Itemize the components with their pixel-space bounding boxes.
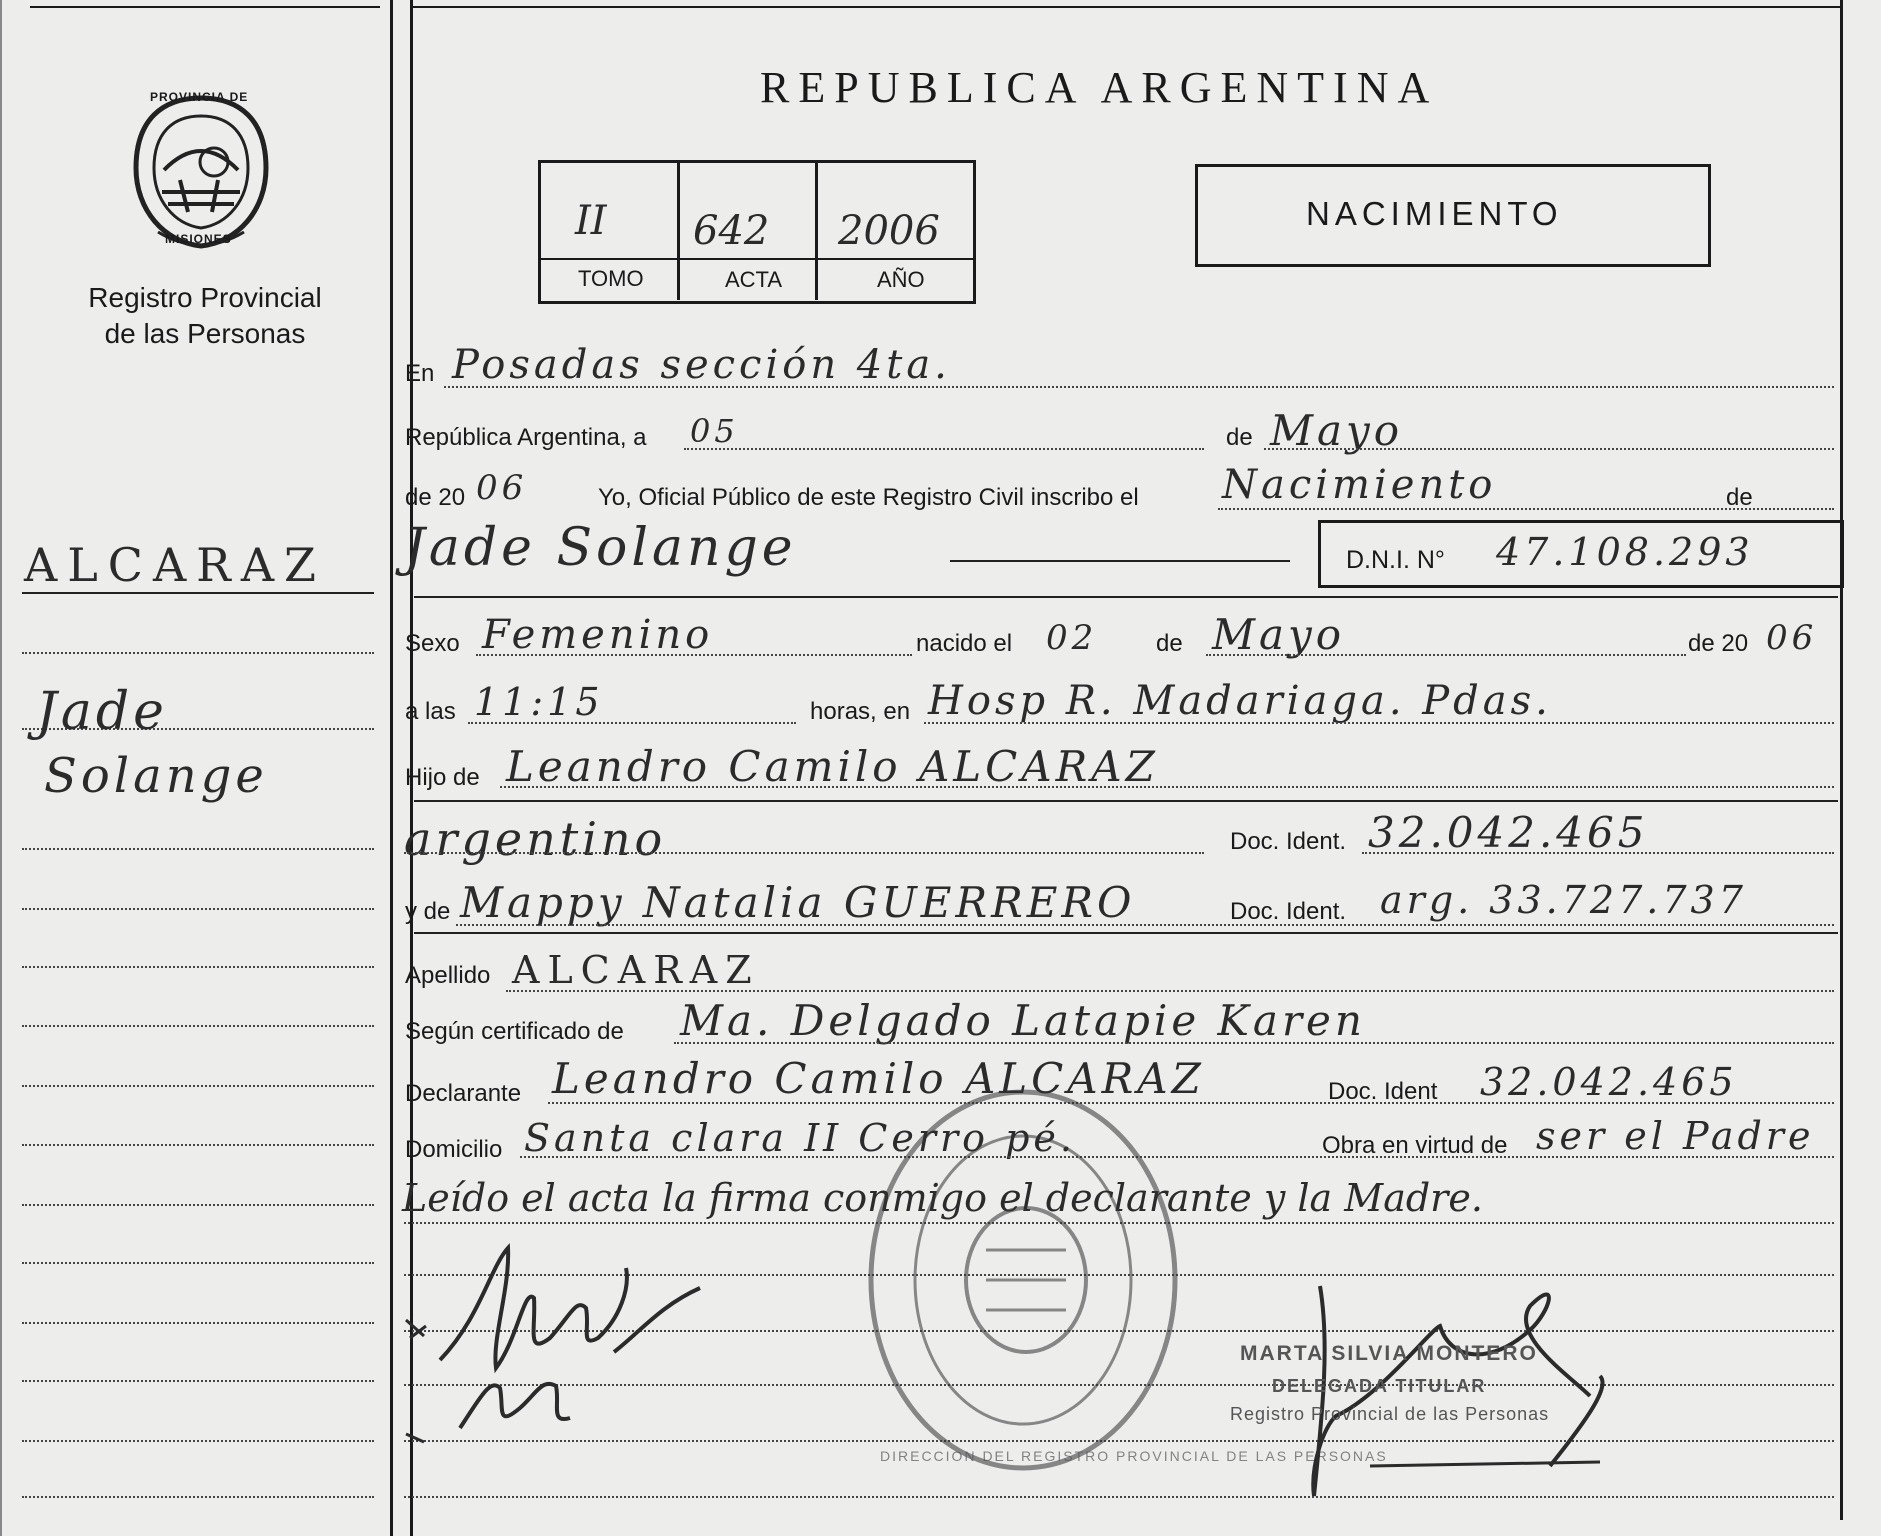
nacido-day: 02	[1046, 618, 1098, 658]
father-doc-label: Doc. Ident.	[1230, 828, 1347, 855]
en-label: En	[405, 360, 435, 387]
margin-surname: ALCARAZ	[24, 538, 326, 592]
margin-line-12	[22, 1322, 374, 1324]
segun-label: Según certificado de	[405, 1018, 624, 1045]
registry-name-line1: Registro Provincial	[88, 282, 322, 313]
margin-given-1: Jade	[36, 682, 168, 742]
margin-given-2: Solange	[44, 748, 268, 804]
inscribo-de-label: de	[1726, 484, 1753, 511]
declarante-line	[548, 1102, 1834, 1104]
mother-value: Mappy Natalia GUERRERO	[460, 878, 1136, 927]
document-title: REPUBLICA ARGENTINA	[760, 63, 1439, 112]
republica-label: República Argentina, a	[405, 424, 647, 451]
official-org: Registro Provincial de las Personas	[1230, 1404, 1550, 1424]
misiones-seal-icon	[128, 92, 274, 252]
margin-line-15	[22, 1496, 374, 1498]
official-round-stamp	[858, 1080, 1188, 1480]
tomo-label: TOMO	[578, 266, 644, 291]
father-value: Leandro Camilo ALCARAZ	[506, 742, 1159, 791]
nationality-line	[404, 852, 1204, 854]
hour-line	[468, 722, 796, 724]
domicilio-label: Domicilio	[405, 1136, 503, 1163]
leido-value: Leído el acta la firma conmigo el declarante y la Madre.	[402, 1176, 1483, 1220]
margin-line-2	[22, 652, 374, 654]
seal-top-text: PROVINCIA DE	[150, 90, 249, 104]
margin-line-11	[22, 1262, 374, 1264]
father-doc-line	[1362, 852, 1834, 854]
apellido-value: ALCARAZ	[512, 948, 760, 992]
registry-name-line2: de las Personas	[104, 318, 306, 349]
inscribo-line	[1218, 508, 1834, 510]
declarante-value: Leandro Camilo ALCARAZ	[552, 1054, 1205, 1103]
yde-label: y de	[405, 898, 451, 925]
official-role: DELEGADA TITULAR	[1272, 1376, 1487, 1396]
hijo-label: Hijo de	[405, 764, 480, 791]
seal-bottom-text: MISIONES	[165, 232, 232, 246]
mother-rule	[414, 932, 1838, 934]
nacido-year: 06	[1766, 618, 1818, 658]
left-column-top-line	[30, 6, 380, 8]
form-right-border	[1840, 0, 1843, 1520]
mother-line	[456, 924, 1834, 926]
acta-value: 642	[693, 208, 770, 254]
record-type-label: NACIMIENTO	[1306, 195, 1563, 232]
segun-line	[674, 1042, 1834, 1044]
margin-line-8	[22, 1085, 374, 1087]
left-column-right-border	[390, 0, 393, 1536]
month-value: Mayo	[1270, 406, 1404, 455]
horas-label: horas, en	[810, 698, 911, 725]
margin-line-5	[22, 908, 374, 910]
anio-label: AÑO	[877, 267, 925, 292]
nacido-year-label: de 20	[1688, 630, 1749, 657]
sexo-label: Sexo	[405, 630, 460, 657]
acta-label: ACTA	[725, 267, 783, 292]
father-nationality: argentino	[404, 812, 667, 866]
sexo-value: Femenino	[482, 612, 714, 658]
margin-line-10	[22, 1204, 374, 1206]
declarant-signature	[400, 1228, 720, 1458]
month-de-label: de	[1226, 424, 1253, 451]
section-divider	[414, 596, 1838, 598]
domicilio-value: Santa clara II Cerro pé.	[524, 1116, 1076, 1160]
mother-doc-label: Doc. Ident.	[1230, 898, 1347, 925]
apellido-label: Apellido	[405, 962, 491, 989]
dni-value: 47.108.293	[1496, 530, 1754, 574]
declarante-doc-label: Doc. Ident	[1328, 1078, 1438, 1105]
en-line	[444, 386, 1834, 388]
declarante-doc-value: 32.042.465	[1480, 1060, 1738, 1104]
nacido-de-label: de	[1156, 630, 1183, 657]
sexo-line	[476, 654, 912, 656]
name-value: Jade Solange	[404, 518, 797, 578]
apellido-line	[506, 990, 1834, 992]
nacido-line	[1206, 654, 1686, 656]
obra-label: Obra en virtud de	[1322, 1132, 1508, 1159]
day-line	[684, 448, 1204, 450]
margin-line-6	[22, 966, 374, 968]
nacido-month: Mayo	[1212, 610, 1346, 659]
yo-label: Yo, Oficial Público de este Registro Civil inscribo el	[598, 484, 1139, 511]
margin-line-7	[22, 1025, 374, 1027]
margin-line-14	[22, 1440, 374, 1442]
mother-doc-value: arg. 33.727.737	[1380, 878, 1747, 922]
year-label: de 20	[405, 484, 466, 511]
alas-label: a las	[405, 698, 456, 725]
segun-value: Ma. Delgado Latapie Karen	[680, 996, 1366, 1045]
registry-name	[40, 280, 370, 352]
father-doc-value: 32.042.465	[1368, 808, 1649, 857]
margin-line-4	[22, 848, 374, 850]
father-rule	[414, 800, 1838, 802]
place-value: Hosp R. Madariaga. Pdas.	[928, 678, 1552, 724]
declarante-label: Declarante	[405, 1080, 522, 1107]
nacido-label: nacido el	[916, 630, 1013, 657]
margin-line-13	[22, 1380, 374, 1382]
stamp-text: DIRECCION DEL REGISTRO PROVINCIAL DE LAS PERSONAS	[880, 1448, 1388, 1464]
day-value: 05	[690, 412, 739, 450]
hour-value: 11:15	[474, 680, 604, 724]
en-value: Posadas sección 4ta.	[452, 342, 951, 388]
anio-value: 2006	[838, 208, 940, 254]
ref-divider-2	[815, 160, 818, 300]
month-line	[1264, 448, 1834, 450]
ref-caption-line	[538, 258, 973, 260]
year-value: 06	[476, 468, 528, 508]
ref-divider-1	[677, 160, 680, 300]
name-line	[950, 560, 1290, 562]
tomo-value: II	[575, 198, 607, 244]
left-column-outer-border	[0, 0, 2, 1536]
official-name: MARTA SILVIA MONTERO	[1240, 1342, 1538, 1365]
margin-line-9	[22, 1144, 374, 1146]
obra-value: ser el Padre	[1536, 1114, 1815, 1158]
place-line	[924, 722, 1834, 724]
margin-line-1	[22, 592, 374, 594]
inscribo-value: Nacimiento	[1222, 462, 1497, 508]
dni-label: D.N.I. N°	[1346, 546, 1445, 574]
father-line	[500, 786, 1834, 788]
form-top-line	[410, 6, 1840, 8]
